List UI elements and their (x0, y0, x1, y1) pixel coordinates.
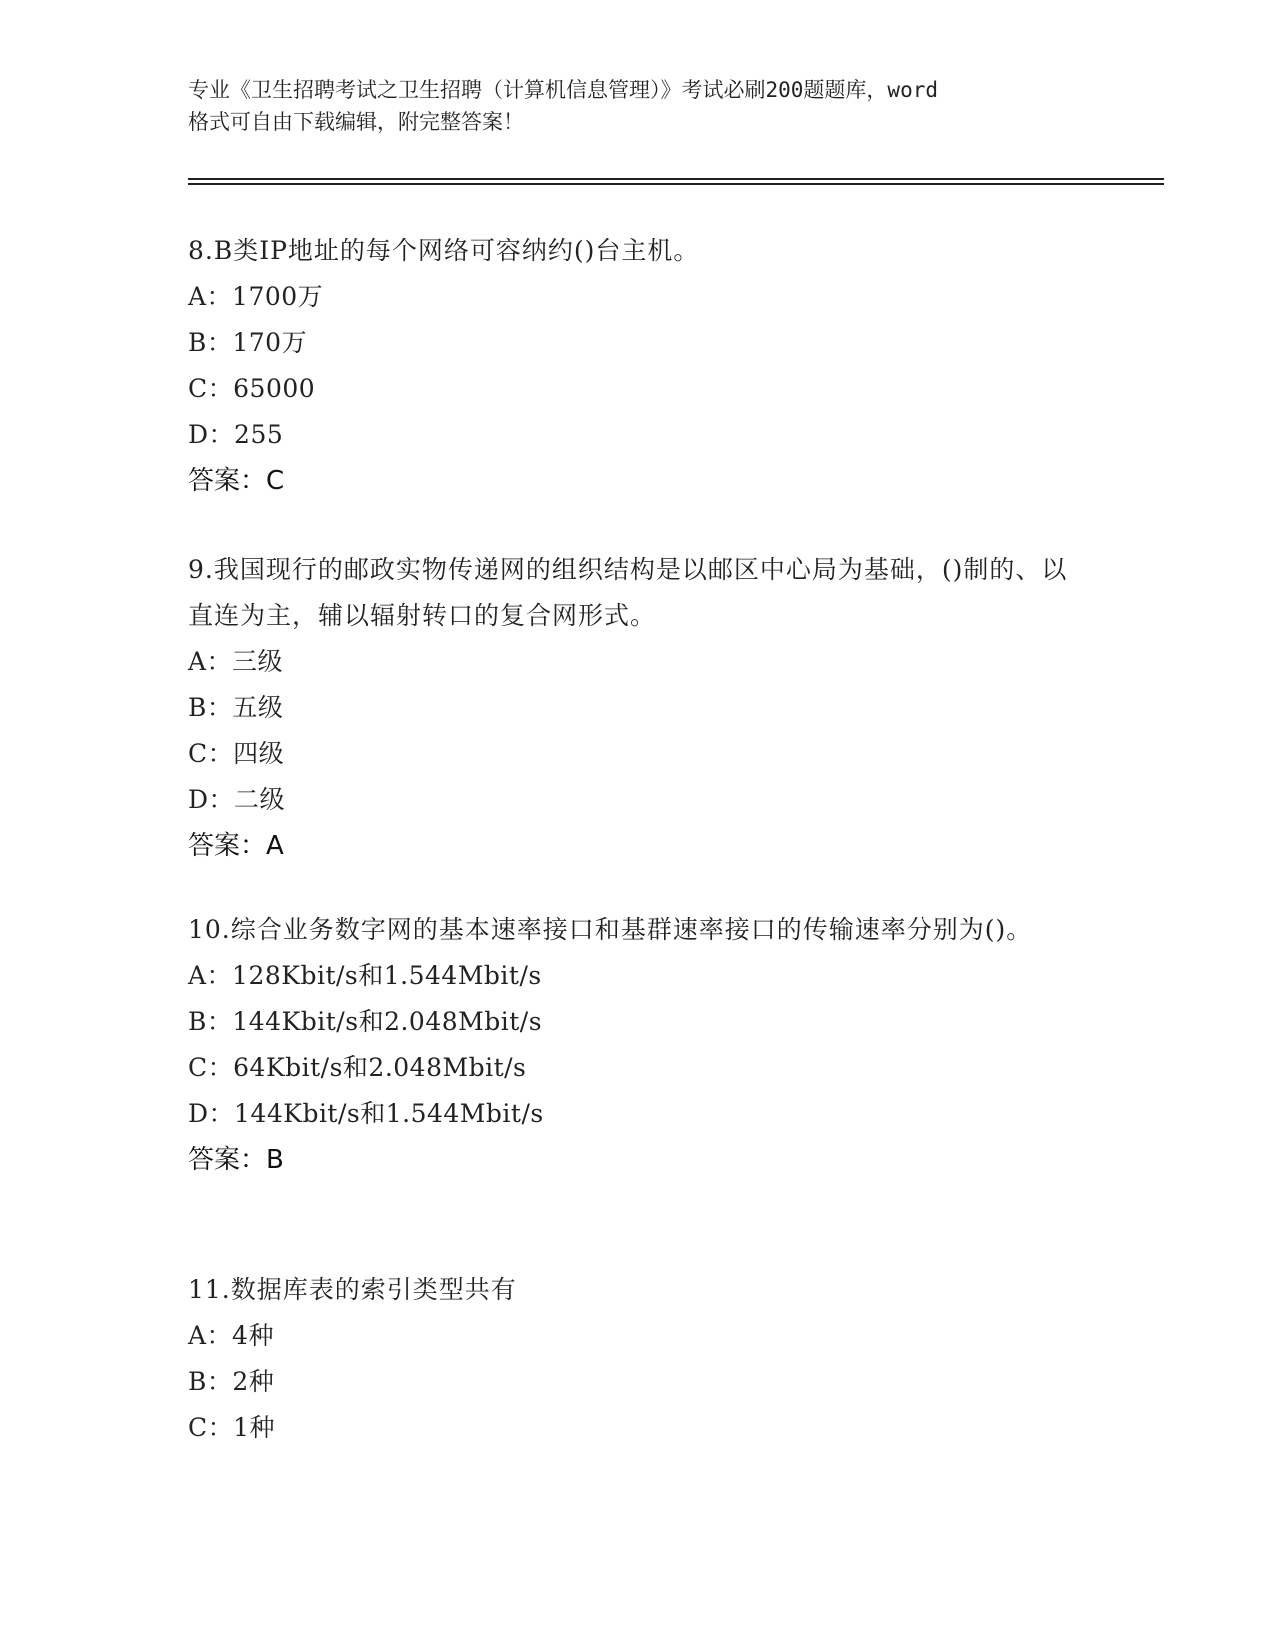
option-b: B：五级 (188, 693, 284, 722)
question-11 (188, 1267, 1088, 1451)
option-b: B：2种 (188, 1367, 275, 1396)
option-b: B：170万 (188, 328, 308, 357)
header-divider-top (188, 178, 1164, 180)
option-c: C：64Kbit/s和2.048Mbit/s (188, 1053, 527, 1082)
document-header (188, 74, 1088, 138)
question-stem: 11.数据库表的索引类型共有 (188, 1275, 517, 1304)
question-8 (188, 228, 1088, 504)
option-a: A：三级 (188, 647, 284, 676)
option-a: A：1700万 (188, 282, 324, 311)
option-c: C：65000 (188, 374, 316, 403)
option-c: C：四级 (188, 739, 285, 768)
header-line-1: 专业《卫生招聘考试之卫生招聘（计算机信息管理）》考试必刷200题题库，word (188, 78, 938, 102)
answer-label: 答案：C (188, 466, 285, 496)
option-d: D：二级 (188, 785, 286, 814)
answer-label: 答案：B (188, 1145, 284, 1175)
option-d: D：144Kbit/s和1.544Mbit/s (188, 1099, 544, 1128)
question-10 (188, 907, 1088, 1183)
answer-label: 答案：A (188, 831, 284, 861)
option-d: D：255 (188, 420, 284, 449)
question-stem: 10.综合业务数字网的基本速率接口和基群速率接口的传输速率分别为()。 (188, 915, 1033, 944)
option-b: B：144Kbit/s和2.048Mbit/s (188, 1007, 543, 1036)
question-stem: 8.B类IP地址的每个网络可容纳约()台主机。 (188, 236, 700, 265)
question-9 (188, 547, 1088, 869)
option-a: A：4种 (188, 1321, 274, 1350)
header-line-2: 格式可自由下载编辑，附完整答案！ (188, 110, 524, 134)
option-c: C：1种 (188, 1413, 276, 1442)
header-divider-bottom (188, 183, 1164, 185)
option-a: A：128Kbit/s和1.544Mbit/s (188, 961, 542, 990)
question-stem: 9.我国现行的邮政实物传递网的组织结构是以邮区中心局为基础，()制的、以直连为主，辅以辐射转口的复合网形式。 (188, 555, 1068, 630)
